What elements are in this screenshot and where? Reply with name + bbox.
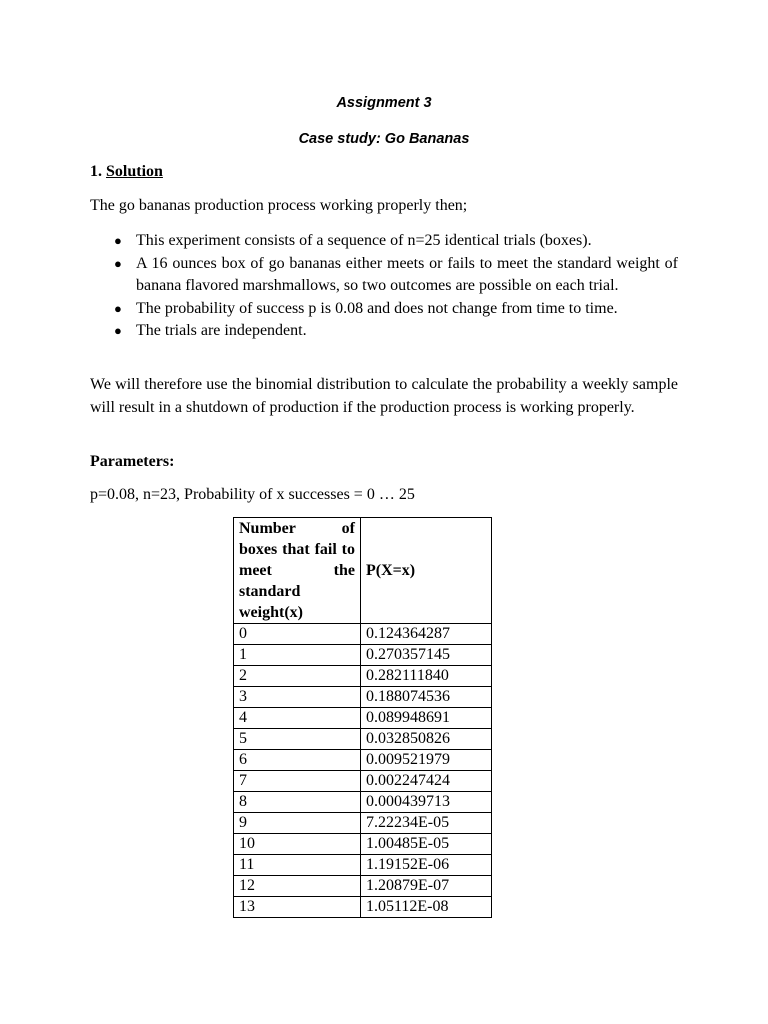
bullet-icon: ● [114,255,122,271]
cell-probability: 0.032850826 [361,729,492,750]
case-study-title: Case study: Go Bananas [298,131,470,147]
cell-probability: 1.20879E-07 [361,876,492,897]
cell-x: 6 [234,750,361,771]
cell-probability: 0.089948691 [361,708,492,729]
cell-x: 7 [234,771,361,792]
bullet-icon: ● [114,300,122,316]
cell-probability: 0.000439713 [361,792,492,813]
table-row [234,771,492,792]
cell-x: 8 [234,792,361,813]
cell-x: 11 [234,855,361,876]
table-row [234,813,492,834]
cell-probability: 0.188074536 [361,687,492,708]
table-row [234,750,492,771]
cell-x: 4 [234,708,361,729]
intro-paragraph: The go bananas production process working properly then; [90,197,468,214]
cell-x: 5 [234,729,361,750]
assumptions-list [90,230,678,343]
cell-x: 12 [234,876,361,897]
probability-table [233,517,492,918]
cell-probability: 1.19152E-06 [361,855,492,876]
list-item: ● The trials are independent. [90,320,678,343]
list-item: ● A 16 ounces box of go bananas either meets or fails to meet the standard weight of banana flavored marshmallows, so two outcomes are possible on each trial. [114,254,678,294]
cell-probability: 0.282111840 [361,666,492,687]
table-row [234,729,492,750]
cell-probability: 1.00485E-05 [361,834,492,855]
cell-x: 2 [234,666,361,687]
cell-x: 0 [234,624,361,645]
cell-probability: 0.009521979 [361,750,492,771]
table-row [234,624,492,645]
parameters-heading: Parameters: [90,453,175,470]
cell-x: 1 [234,645,361,666]
header-x: Number of boxes that fail to meet the standard weight(x) [234,518,361,624]
list-item: ● The probability of success p is 0.08 and does not change from time to time. [90,298,678,321]
table-row [234,834,492,855]
table-row [234,876,492,897]
table-row [234,897,492,918]
table-row [234,708,492,729]
table-row [234,687,492,708]
cell-probability: 0.270357145 [361,645,492,666]
table-row [234,645,492,666]
assignment-title: Assignment 3 [336,95,432,111]
cell-probability: 1.05112E-08 [361,897,492,918]
list-item: ● This experiment consists of a sequence of n=25 identical trials (boxes). [90,230,678,253]
cell-x: 13 [234,897,361,918]
cell-probability: 0.002247424 [361,771,492,792]
cell-x: 9 [234,813,361,834]
table-header-row [234,518,492,624]
cell-x: 10 [234,834,361,855]
cell-probability: 0.124364287 [361,624,492,645]
bullet-icon: ● [114,233,122,248]
cell-x: 3 [234,687,361,708]
section-title: Solution [106,163,163,180]
parameters-line: p=0.08, n=23, Probability of x successes = 0 … 25 [90,486,415,503]
bullet-icon: ● [114,323,122,338]
section-heading [90,163,163,181]
table-row [234,666,492,687]
header-probability: P(X=x) [361,518,492,624]
table-row [234,792,492,813]
cell-probability: 7.22234E-05 [361,813,492,834]
section-number: 1. [90,163,102,180]
conclusion-paragraph: We will therefore use the binomial distribution to calculate the probability a weekly sample will result in a shutdown of production if the production process is working properly. [90,376,678,416]
table-row [234,855,492,876]
